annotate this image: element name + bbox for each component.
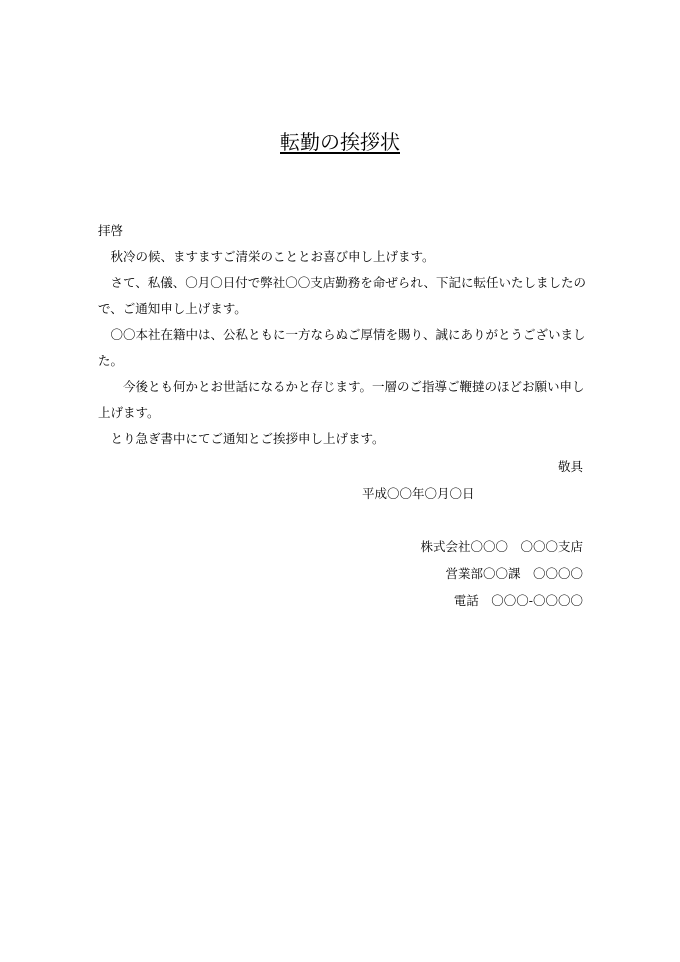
paragraph-line: 上げます。 xyxy=(98,405,160,420)
title-text: 転勤の挨拶状 xyxy=(280,130,400,154)
sender-department: 営業部〇〇課 〇〇〇〇 xyxy=(445,566,583,581)
paragraph-line: さて、私儀、〇月〇日付で弊社〇〇支店勤務を命ぜられ、下記に転任いたしましたの xyxy=(98,275,587,290)
paragraph-line: とり急ぎ書中にてご通知とご挨拶申し上げます。 xyxy=(98,431,385,446)
paragraph-line: た。 xyxy=(98,353,124,368)
letter-date: 平成〇〇年〇月〇日 xyxy=(362,486,475,501)
paragraph-line: 〇〇本社在籍中は、公私ともに一方ならぬご厚情を賜り、誠にありがとうございまし xyxy=(98,327,586,342)
paragraph-line: 秋冷の候、ますますご清栄のこととお喜び申し上げます。 xyxy=(98,249,435,264)
paragraph-line: 今後とも何かとお世話になるかと存じます。一層のご指導ご鞭撻のほどお願い申し xyxy=(98,379,585,394)
document-title xyxy=(0,128,680,156)
paragraph-line: で、ご通知申し上げます。 xyxy=(98,301,247,316)
sender-company: 株式会社〇〇〇 〇〇〇支店 xyxy=(420,539,583,554)
closing: 敬具 xyxy=(557,459,583,474)
salutation: 拝啓 xyxy=(98,223,124,238)
sender-phone: 電話 〇〇〇-〇〇〇〇 xyxy=(453,593,583,608)
